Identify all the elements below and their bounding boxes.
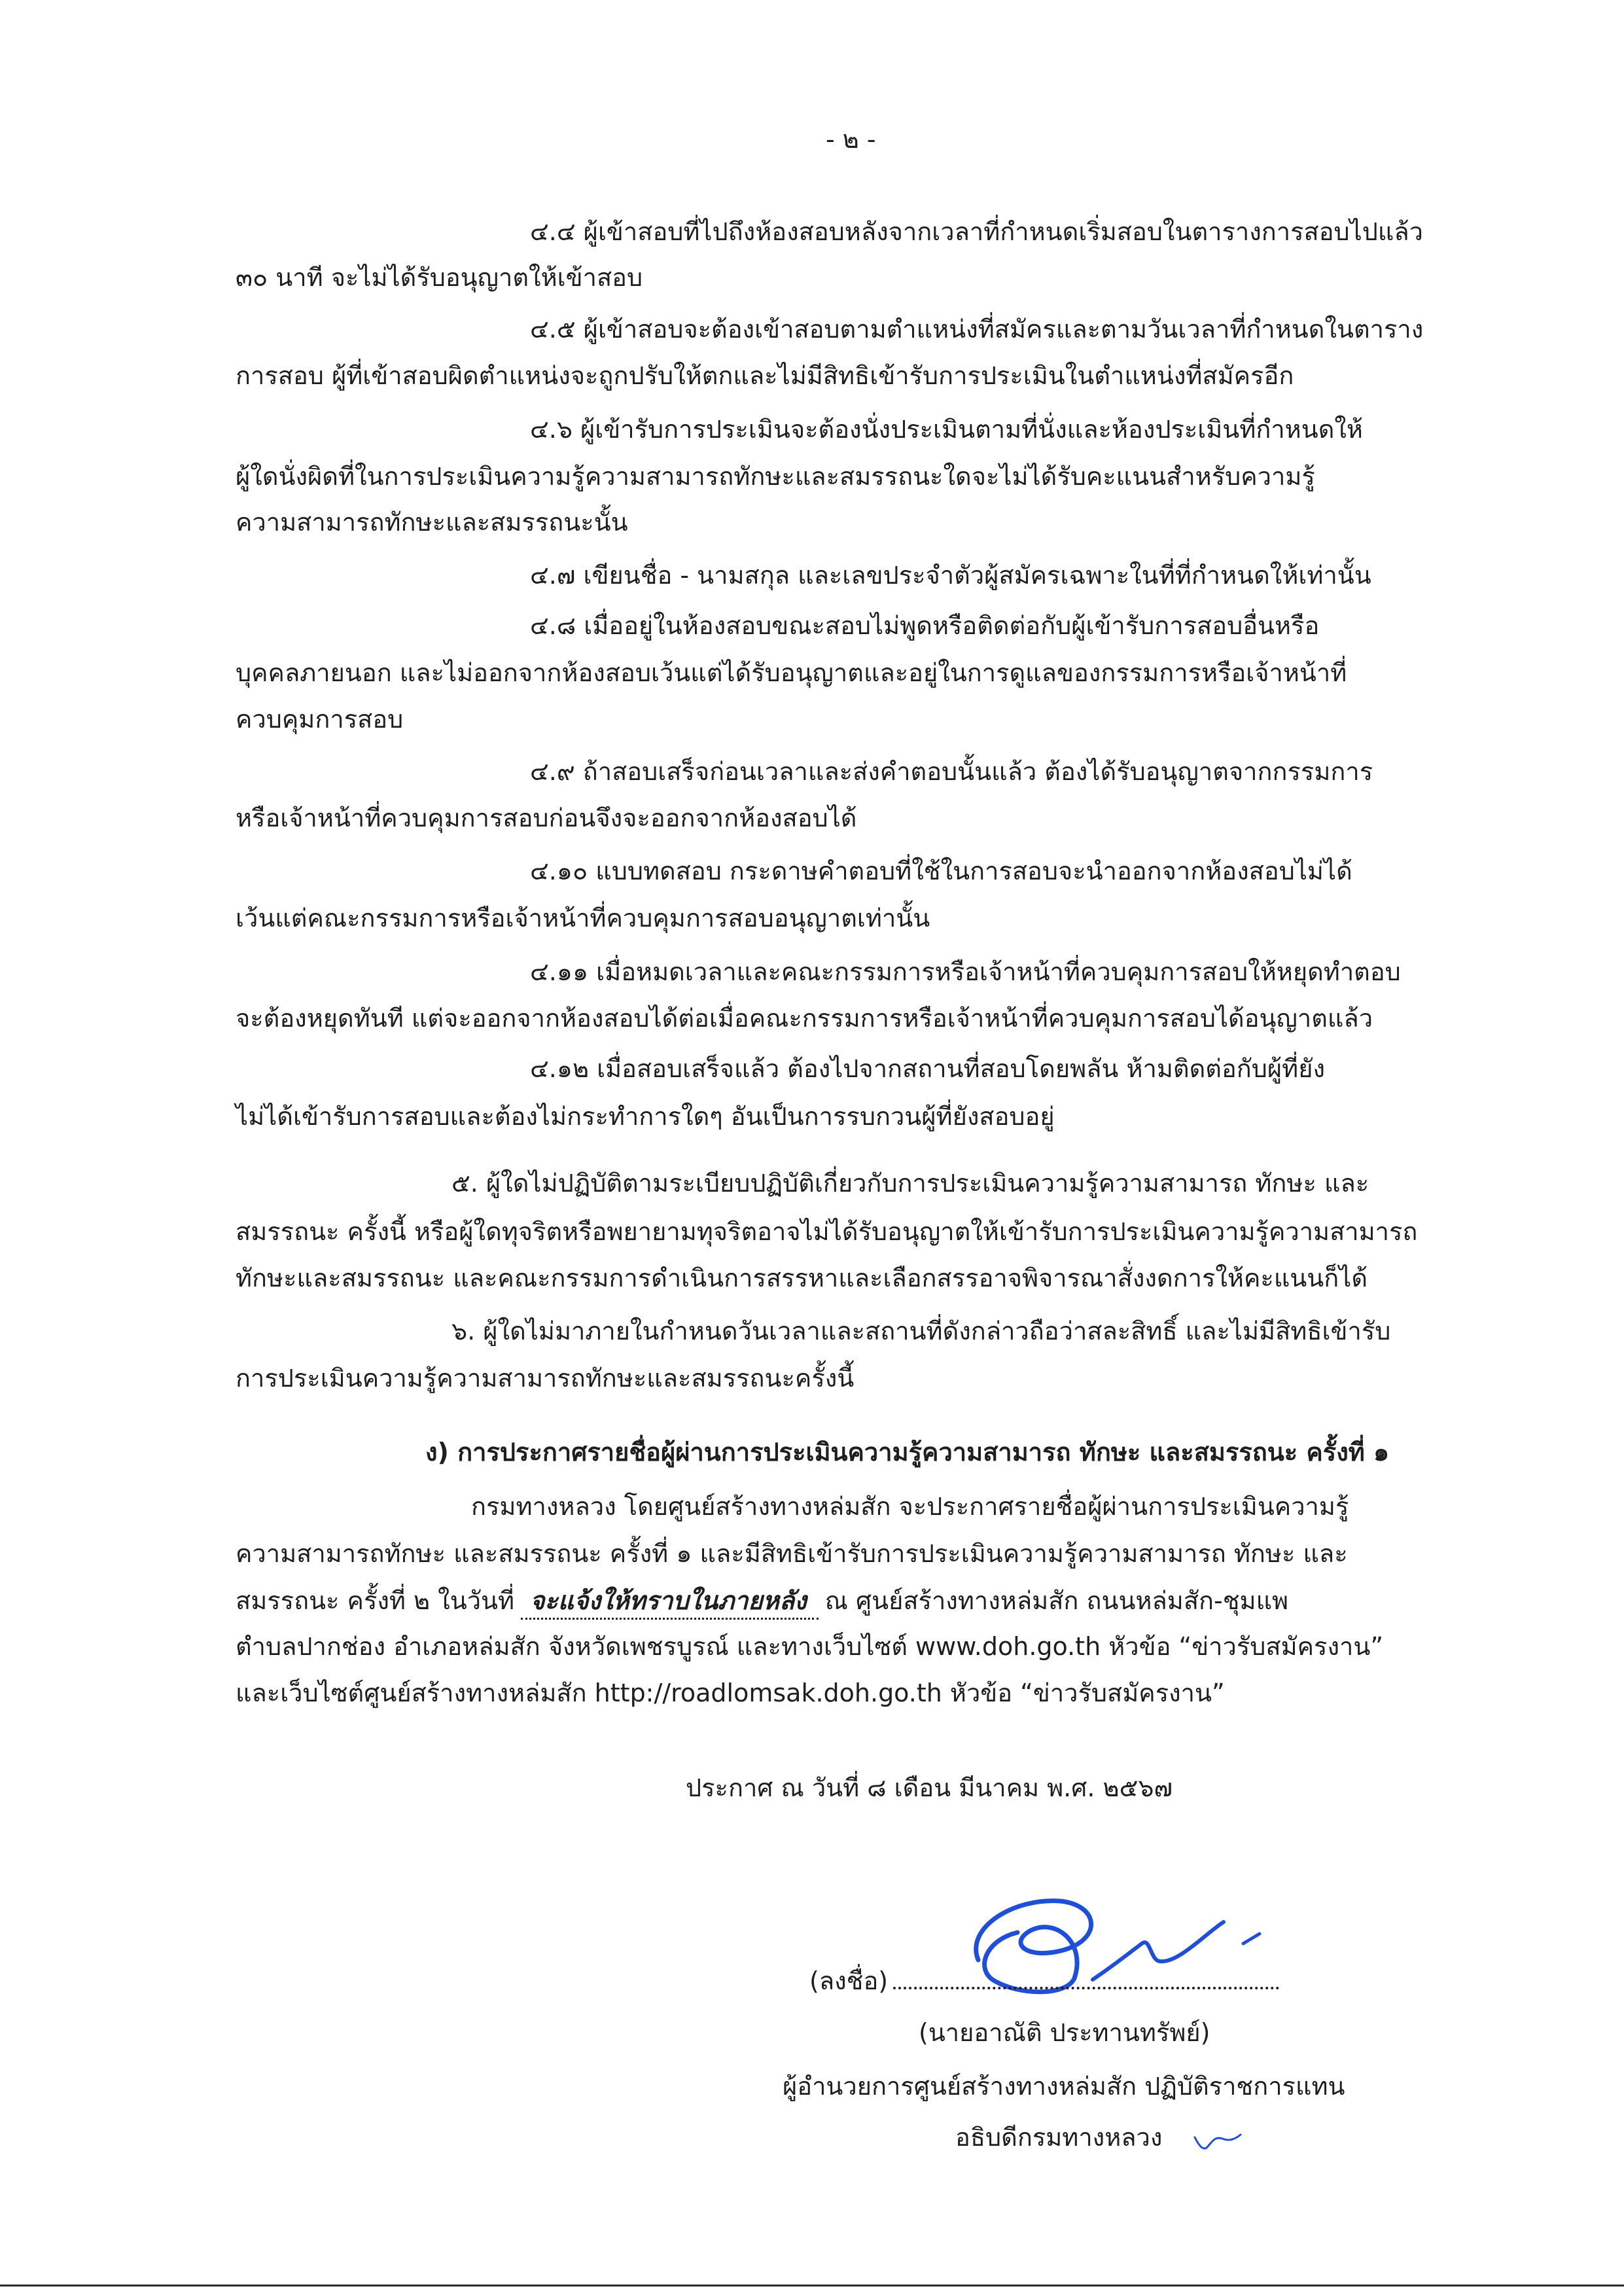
signer-position-2: อธิบดีกรมทางหลวง	[955, 2123, 1163, 2152]
date-line-before: สมรรถนะ ครั้งที่ ๒ ในวันที่	[236, 1586, 515, 1615]
page-number: - ๒ -	[826, 125, 876, 154]
date-fill-text: จะแจ้งให้ทราบในภายหลัง	[521, 1584, 819, 1620]
item-4-7-line-1: ๔.๗ เขียนชื่อ - นามสกุล และเลขประจำตัวผู้สมัครเฉพาะในที่ที่กำหนดให้เท่านั้น	[530, 561, 1371, 590]
item-6-line-1: ๖. ผู้ใดไม่มาภายในกำหนดวันเวลาและสถานที่ดังกล่าวถือว่าสละสิทธิ์ และไม่มีสิทธิเข้ารับ	[451, 1317, 1391, 1345]
item-4-8-line-3: ควบคุมการสอบ	[236, 705, 404, 734]
item-5-line-1: ๕. ผู้ใดไม่ปฏิบัติตามระเบียบปฏิบัติเกี่ยวกับการประเมินความรู้ความสามารถ ทักษะ และ	[451, 1169, 1369, 1198]
date-line-after: ณ ศูนย์สร้างทางหล่มสัก ถนนหล่มสัก-ชุมแพ	[824, 1586, 1289, 1615]
signature-line	[809, 1964, 1279, 1998]
item-4-9-line-1: ๔.๙ ถ้าสอบเสร็จก่อนเวลาและส่งคำตอบนั้นแล้ว ต้องได้รับอนุญาตจากกรรมการ	[530, 757, 1373, 786]
item-4-4-line-2: ๓๐ นาที จะไม่ได้รับอนุญาตให้เข้าสอบ	[236, 263, 643, 292]
announce-date: ประกาศ ณ วันที่ ๘ เดือน มีนาคม พ.ศ. ๒๕๖๗	[686, 1773, 1173, 1802]
item-6-line-2: การประเมินความรู้ความสามารถทักษะและสมรรถนะครั้งนี้	[236, 1364, 855, 1393]
item-4-10-line-2: เว้นแต่คณะกรรมการหรือเจ้าหน้าที่ควบคุมการสอบอนุญาตเท่านั้น	[236, 904, 930, 933]
item-5-line-2: สมรรถนะ ครั้งนี้ หรือผู้ใดทุจริตหรือพยายามทุจริตอาจไม่ได้รับอนุญาตให้เข้ารับการประเมินความรู้ความสามารถ	[236, 1217, 1418, 1246]
section-heading: ง) การประกาศรายชื่อผู้ผ่านการประเมินความรู้ความสามารถ ทักษะ และสมรรถนะ ครั้งที่ ๑	[425, 1438, 1390, 1467]
item-4-8-line-2: บุคคลภายนอก และไม่ออกจากห้องสอบเว้นแต่ได้รับอนุญาตและอยู่ในการดูแลของกรรมการหรือเจ้าหน้าที่	[236, 658, 1347, 687]
item-4-11-line-1: ๔.๑๑ เมื่อหมดเวลาและคณะกรรมการหรือเจ้าหน้าที่ควบคุมการสอบให้หยุดทำตอบ	[530, 957, 1401, 986]
section-para-line-3	[236, 1584, 1288, 1620]
item-4-6-line-3: ความสามารถทักษะและสมรรถนะนั้น	[236, 508, 628, 537]
section-para-line-4: ตำบลปากช่อง อำเภอหล่มสัก จังหวัดเพชรบูรณ์ และทางเว็บไซต์ www.doh.go.th หัวข้อ “ข่าวรับสมัครงาน”	[236, 1632, 1384, 1661]
item-4-6-line-1: ๔.๖ ผู้เข้ารับการประเมินจะต้องนั่งประเมินตามที่นั่งและห้องประเมินที่กำหนดให้	[530, 415, 1363, 444]
signature-label: (ลงชื่อ)	[809, 1966, 889, 1995]
item-4-12-line-1: ๔.๑๒ เมื่อสอบเสร็จแล้ว ต้องไปจากสถานที่สอบโดยพลัน ห้ามติดต่อกับผู้ที่ยัง	[530, 1054, 1326, 1083]
section-para-line-1: กรมทางหลวง โดยศูนย์สร้างทางหล่มสัก จะประกาศรายชื่อผู้ผ่านการประเมินความรู้	[471, 1492, 1349, 1521]
item-4-5-line-1: ๔.๕ ผู้เข้าสอบจะต้องเข้าสอบตามตำแหน่งที่สมัครและตามวันเวลาที่กำหนดในตาราง	[530, 315, 1424, 344]
signer-position-1: ผู้อำนวยการศูนย์สร้างทางหล่มสัก ปฏิบัติราชการแทน	[783, 2072, 1345, 2101]
signer-name: (นายอาณัติ ประทานทรัพย์)	[919, 2018, 1210, 2047]
item-4-12-line-2: ไม่ได้เข้ารับการสอบและต้องไม่กระทำการใดๆ อันเป็นการรบกวนผู้ที่ยังสอบอยู่	[236, 1102, 1055, 1131]
item-4-10-line-1: ๔.๑๐ แบบทดสอบ กระดาษคำตอบที่ใช้ในการสอบจะนำออกจากห้องสอบไม่ได้	[530, 857, 1352, 885]
bottom-edge-rule	[0, 2285, 1624, 2286]
item-4-5-line-2: การสอบ ผู้ที่เข้าสอบผิดตำแหน่งจะถูกปรับให้ตกและไม่มีสิทธิเข้ารับการประเมินในตำแหน่งที่สมัครอีก	[236, 361, 1294, 390]
item-4-4-line-1: ๔.๔ ผู้เข้าสอบที่ไปถึงห้องสอบหลังจากเวลาที่กำหนดเริ่มสอบในตารางการสอบไปแล้ว	[530, 217, 1424, 246]
item-4-9-line-2: หรือเจ้าหน้าที่ควบคุมการสอบก่อนจึงจะออกจากห้องสอบได้	[236, 804, 857, 832]
section-para-line-2: ความสามารถทักษะ และสมรรถนะ ครั้งที่ ๑ และมีสิทธิเข้ารับการประเมินความรู้ความสามารถ ทักษะ และ	[236, 1539, 1348, 1568]
item-5-line-3: ทักษะและสมรรถนะ และคณะกรรมการดำเนินการสรรหาและเลือกสรรอาจพิจารณาสั่งงดการให้คะแนนก็ได้	[236, 1264, 1368, 1292]
signature-dotted-line	[893, 1965, 1279, 1989]
section-para-line-5: และเว็บไซต์ศูนย์สร้างทางหล่มสัก http://roadlomsak.doh.go.th หัวข้อ “ข่าวรับสมัครงาน”	[236, 1679, 1225, 1707]
item-4-6-line-2: ผู้ใดนั่งผิดที่ในการประเมินความรู้ความสามารถทักษะและสมรรถนะใดจะไม่ได้รับคะแนนสำหรับความรู้	[236, 462, 1315, 491]
item-4-11-line-2: จะต้องหยุดทันที แต่จะออกจากห้องสอบได้ต่อเมื่อคณะกรรมการหรือเจ้าหน้าที่ควบคุมการสอบได้อนุญาตแล้ว	[236, 1004, 1373, 1033]
initial-mark-icon	[1191, 2126, 1243, 2157]
item-4-8-line-1: ๔.๘ เมื่ออยู่ในห้องสอบขณะสอบไม่พูดหรือติดต่อกับผู้เข้ารับการสอบอื่นหรือ	[530, 611, 1320, 640]
